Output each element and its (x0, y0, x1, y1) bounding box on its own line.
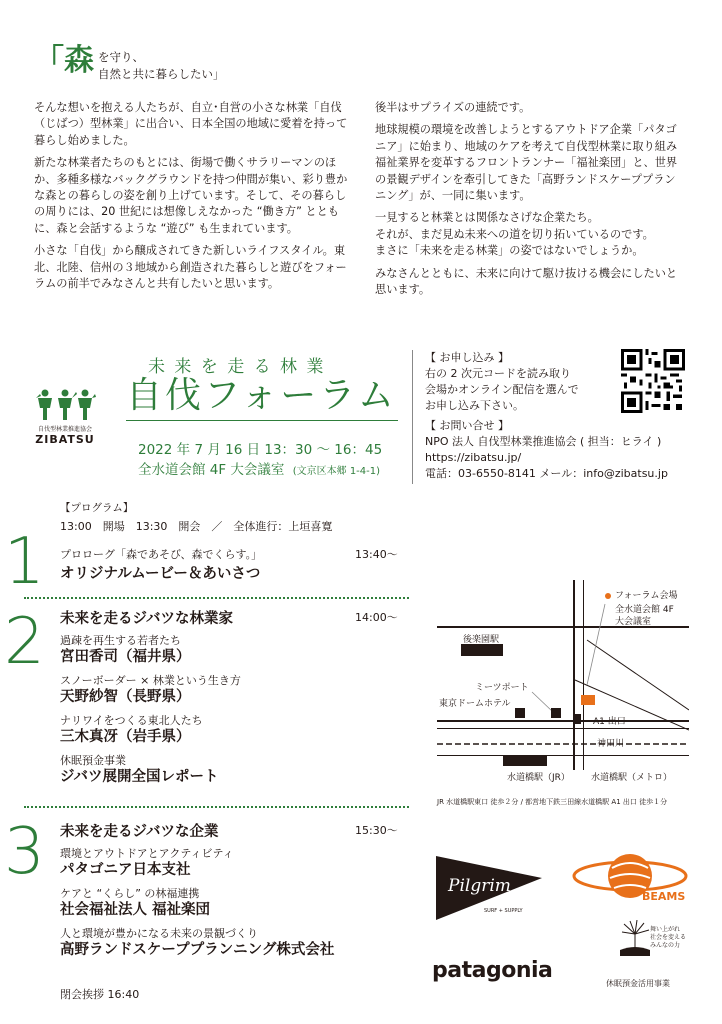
map-venue-room: 大会議室 (615, 617, 652, 627)
contact-divider (412, 350, 413, 484)
program-label: 【プログラム】 (60, 502, 134, 514)
header-line2: 自然と共に暮らしたい」 (98, 67, 225, 81)
access-map (437, 580, 689, 785)
section2-item2-name: 天野紗智（長野県） (60, 689, 191, 705)
korakuen-station-block (461, 644, 503, 656)
section2-time: 14:00〜 (355, 611, 398, 624)
patagonia-text: patagonia (432, 958, 553, 983)
pilgrim-sub: SURF + SUPPLY (484, 908, 523, 914)
venue-marker (581, 690, 595, 700)
quote-mark: 「 (34, 43, 64, 78)
venue-marker-icon (581, 695, 595, 705)
intro-right-p4: みなさんとともに、未来に向けて駆け抜ける機会にしたいと思います。 (375, 266, 678, 297)
section3-item3-sub: 人と環境が豊かになる未来の景観づくり (60, 927, 258, 940)
event-subtitle: 未 来 を 走 る 林 業 (148, 357, 326, 377)
section3-item1-name: パタゴニア日本支社 (60, 862, 191, 878)
inquiry-org: NPO 法人 自伐型林業推進協会 ( 担当：ヒライ ) (425, 435, 662, 448)
intro-left-p2: 新たな林業者たちのもとには、街場で働くサラリーマンのほか、多種多様なバックグラウンドを持つ仲間が集い、彩り豊かな森との暮らしの姿を創り上げています。そして、その暮らしの周りには、20 世紀には想像しえなかった “働き方” とともに、森と会話するような “遊び” も生まれています。 (34, 156, 348, 235)
map-access: JR 水道橋駅東口 徒歩２分 / 都営地下鉄三田線水道橋駅 A1 出口 徒歩１分 (437, 798, 668, 806)
apply-block (425, 350, 615, 414)
kyumin-line2: 社会を変える (650, 934, 687, 941)
map-river: 神田川 (597, 739, 625, 749)
map-hotel: 東京ドームホテル (439, 699, 511, 709)
inquiry-url[interactable]: https://zibatsu.jp/ (425, 451, 522, 464)
pilgrim-text: Pilgrim (448, 876, 511, 896)
header-quote (34, 43, 94, 78)
section2-title: 未来を走るジバツな林業家 (60, 611, 233, 627)
section1-title: オリジナルムービー＆あいさつ (60, 566, 261, 582)
kyumin-logo (606, 920, 690, 992)
section2-item4-sub: 休眠預金事業 (60, 754, 126, 767)
a1-exit-block (573, 714, 581, 724)
section2-item2-sub: スノーボーダー × 林業という生き方 (60, 674, 241, 687)
apply-line3: お申し込み下さい。 (425, 399, 524, 412)
section3-item2-sub: ケアと “くらし” の林福連携 (60, 887, 200, 900)
section3-item3-name: 高野ランドスケーププランニング株式会社 (60, 942, 335, 958)
map-venue-label: フォーラム会場 (615, 591, 678, 601)
intro-left-p1: そんな想いを抱える人たちが、自立･自営の小さな林業「自伐（じばつ）型林業」に出合い、日本全国の地域に愛着を持って暮らし始めました。 (34, 101, 348, 147)
map-exit: A1 出口 (593, 717, 626, 727)
program-opening: 13:00 開場 13:30 開会 ／ 全体進行：上垣喜寛 (60, 520, 333, 533)
section3-time: 15:30〜 (355, 824, 398, 837)
logo-org: 自伐型林業推進協会 (37, 426, 92, 433)
beams-logo (572, 848, 692, 910)
program-closing: 閉会挨拶 16:40 (60, 988, 140, 1001)
event-venue: 全水道会館 4F 大会議室 (138, 462, 285, 478)
section3-items (60, 846, 334, 960)
section2-item3-sub: ナリワイをつくる東北人たち (60, 714, 203, 727)
map-meets: ミーツポート (475, 683, 529, 693)
qr-code[interactable] (621, 349, 685, 413)
kyumin-dandelion-icon (620, 920, 650, 956)
intro-left-p3: 小さな「自伐」から醸成されてきた新しいライフスタイル。東北、北陸、信州の３地域から創造された暮らしと遊びをフォーラムの前半でみなさんと共有したいと思います。 (34, 244, 347, 291)
meetsport-block (551, 708, 561, 718)
qr-code-icon (621, 349, 685, 413)
title-underline (126, 420, 398, 421)
intro-right-p1: 後半はサプライズの連続です。 (375, 101, 531, 114)
pilgrim-logo (436, 856, 542, 920)
section2-number: 2 (4, 605, 45, 679)
jr-station-block (503, 756, 547, 766)
header-line1: を守り、 (98, 50, 144, 64)
section3-item1-sub: 環境とアウトドアとアクティビティ (60, 847, 234, 860)
intro-right-p2: 地球規模の環境を改善しようとするアウトドア企業「パタゴニア」に始まり、地域のケアを考えて自伐型林業に取り組み福祉業界を変革するフロントランナー「福祉楽団」と、世界の景観デザインを牽引してきた「高野ランドスケーププランニング」が、一同に集います。 (375, 123, 678, 203)
map-korakuen: 後楽園駅 (463, 635, 500, 645)
map-metro: 水道橋駅（メトロ） (591, 773, 673, 783)
kyumin-label: 休眠預金活用事業 (606, 979, 670, 988)
section2-divider (24, 806, 409, 808)
event-address: (文京区本郷 1-4-1) (292, 466, 381, 477)
intro-right (375, 100, 685, 298)
kyumin-line3: みんなの力 (650, 942, 681, 949)
section3-number: 3 (4, 815, 45, 889)
beams-text: BEAMS (642, 890, 686, 903)
inquiry-head: 【 お問い合せ 】 (425, 419, 509, 432)
venue-dot-icon (605, 593, 611, 599)
event-venue-line (138, 458, 380, 478)
hotel-block (515, 708, 525, 718)
kyumin-line1: 舞い上がれ (650, 926, 681, 933)
logo-text: ZIBATSU (35, 433, 95, 446)
inquiry-phone: 電話：03-6550-8141 メール：info@zibatsu.jp (425, 467, 668, 480)
section2-item1-sub: 過疎を再生する若者たち (60, 634, 181, 647)
inquiry-block (425, 418, 715, 482)
map-jr: 水道橋駅（JR） (507, 773, 570, 783)
apply-line2: 会場かオンライン配信を選んで (425, 383, 579, 396)
intro-right-p3: 一見すると林業とは関係なさげな企業たち。 それが、まだ見ぬ未来への道を切り拓いているのです。 まさに「未来を走る林業」の姿ではないでしょうか。 (375, 211, 654, 258)
event-title: 自伐フォーラム (126, 375, 397, 416)
section2-items (60, 633, 241, 787)
forester-figures-icon (34, 388, 96, 422)
intro-left (34, 100, 356, 292)
section1-divider (24, 597, 409, 599)
event-datetime: 2022 年 7 月 16 日 13：30 〜 16：45 (138, 442, 383, 458)
section2-item3-name: 三木真冴（岩手県） (60, 729, 191, 745)
quote-kanji: 森 (64, 43, 94, 78)
section3-title: 未来を走るジバツな企業 (60, 824, 219, 840)
zibatsu-logo (34, 388, 96, 446)
apply-head: 【 お申し込み 】 (425, 351, 509, 364)
section2-item1-name: 宮田香司（福井県） (60, 649, 191, 665)
section2-item4-name: ジバツ展開全国レポート (60, 769, 219, 785)
section1-number: 1 (4, 525, 45, 599)
apply-line1: 右の 2 次元コードを読み取り (425, 367, 571, 380)
section1-time: 13:40〜 (355, 548, 398, 561)
kyumin-lines (650, 926, 686, 950)
map-venue-name: 全水道会館 4F (615, 605, 674, 615)
section3-item2-name: 社会福祉法人 福祉楽団 (60, 902, 211, 918)
section1-lead: プロローグ「森であそび、森でくらす。」 (60, 548, 263, 561)
